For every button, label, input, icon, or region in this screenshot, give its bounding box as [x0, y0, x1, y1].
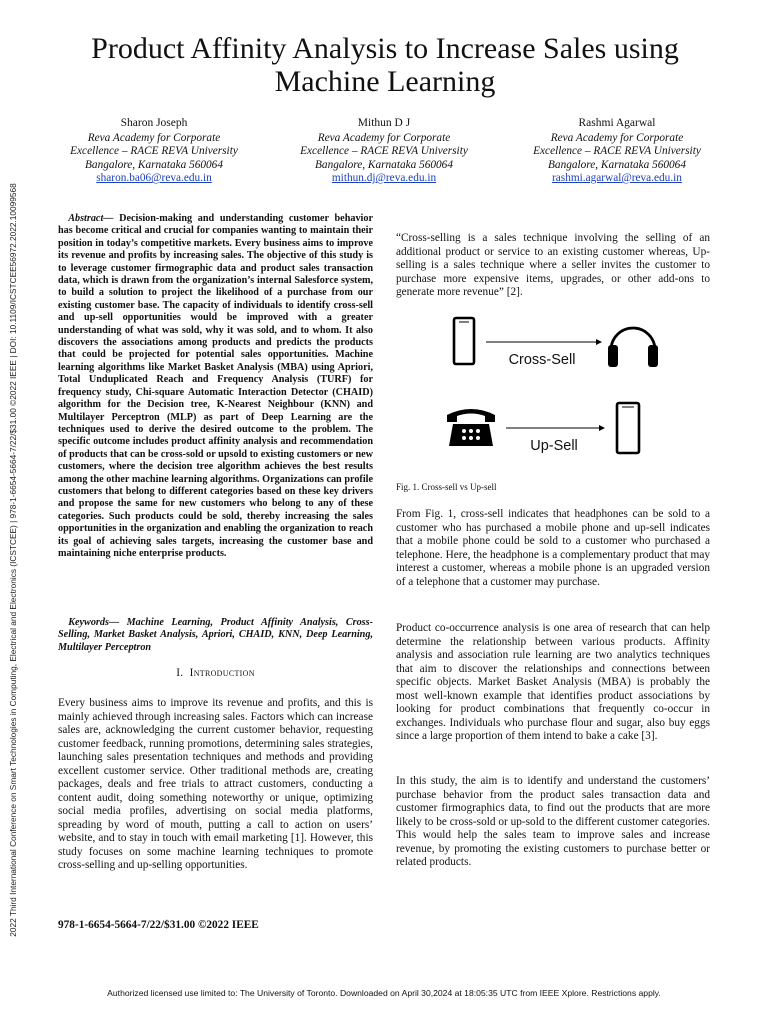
keywords-text: Keywords— Machine Learning, Product Affinity Analysis, Cross-Selling, Market Basket Analysis, Apriori, CHAID, KNN, Deep Learning, Multilayer Perceptron — [58, 617, 373, 653]
co-occurrence-text: Product co-occurrence analysis is one area of research that can help determine the relationship between various products. Affinity analysis and association rule learning are two analytics techniques that aim to discover the relationships and connections between specific objects. Market Basket Analysis (MBA) is probably the most well-known example that identifies product associations by looking for product combinations that frequently co-occur in exchanges. Individuals who purchase flour and sugar, also buy eggs since a large proportion of them intend to bake a cake [3]. — [396, 622, 710, 742]
author-email-link[interactable]: mithun.dj@reva.edu.in — [331, 172, 437, 184]
cross-upsell-figure — [414, 300, 704, 472]
conference-sidebar-text: 2022 Third International Conference on Smart Technologies in Computing, Electrical and Electronics (ICSTCEE) | 978-1-6654-5664-7/22/$31.00 ©2022 IEEE | DOI: 10.1109/ICSTCEE56972.2022.10099568 — [8, 183, 18, 937]
author-affiliation-line: Excellence – RACE REVA University — [533, 145, 701, 157]
telephone-icon — [447, 409, 495, 446]
author-block-1 — [34, 117, 274, 186]
author-affiliation-line: Bangalore, Karnataka 560064 — [85, 158, 223, 171]
author-affiliation-line: Excellence – RACE REVA University — [70, 145, 238, 157]
up-sell-arrowhead — [599, 425, 605, 431]
headphones-icon — [608, 328, 658, 367]
isbn-line: 978-1-6654-5664-7/22/$31.00 ©2022 IEEE — [58, 919, 259, 931]
definition-paragraph — [396, 232, 710, 300]
license-footer: Authorized licensed use limited to: The University of Toronto. Downloaded on April 30,2024 at 18:05:35 UTC from IEEE Xplore. Restrictions apply. — [107, 988, 661, 998]
figure-caption: Fig. 1. Cross-sell vs Up-sell — [396, 482, 497, 492]
author-affiliation-line: Reva Academy for Corporate — [317, 131, 451, 144]
author-email-link[interactable]: rashmi.agarwal@reva.edu.in — [552, 172, 682, 184]
mobile-phone-icon — [454, 318, 474, 364]
definition-text: “Cross-selling is a sales technique involving the selling of an additional product or service to an existing customer whereas, Up-selling is a sales technique where a seller invites the customer to purchase more expensive items, upgrades, or other add-ons to generate more revenue” [2]. — [396, 232, 710, 298]
study-aim-paragraph — [396, 775, 710, 870]
figure-svg — [414, 300, 704, 472]
cross-sell-label: Cross-Sell — [508, 352, 576, 368]
author-affiliation-line: Reva Academy for Corporate — [87, 131, 221, 144]
cross-sell-arrowhead — [596, 339, 602, 345]
author-name: Sharon Joseph — [120, 117, 188, 129]
intro-paragraph — [58, 697, 373, 873]
study-aim-text: In this study, the aim is to identify and understand the customers’ purchase behavior from the product sales transaction data and customer firmographics data, to find out the products that are more likely to be cross-sold or up-sold to the different customer categories. This would help the sales team to improve sales and increase revenue, by promoting the existing customers to purchase better or related products. — [396, 775, 710, 868]
co-occurrence-paragraph — [396, 622, 710, 744]
intro-text: Every business aims to improve its revenue and profits, and this is mainly achieved through increasing sales. Factors which can increase sales are, acknowledging the current customer behavior, requesting customer feedback, running promotions, determining sales strategies, launching sales presentation techniques and methods and providing excellent customer service. Other traditional methods are, creating packages, deals and free trials to attract customers, conducting a content audit, doing something noteworthy or unique, optimizing social media profiles, advertising on social media platforms, spreading by word of mouth, putting a call to action on users’ website, and to stay in touch with email marketing [1]. However, this study focuses on some machine learning techniques to promote cross-selling and up-selling opportunities. — [58, 697, 373, 871]
author-name: Rashmi Agarwal — [578, 117, 656, 129]
up-sell-label: Up-Sell — [530, 438, 578, 454]
author-email-link[interactable]: sharon.ba06@reva.edu.in — [96, 172, 212, 184]
conference-sidebar — [6, 160, 20, 960]
author-name: Mithun D J — [357, 117, 411, 129]
section-heading — [58, 667, 373, 679]
figure-explanation-text: From Fig. 1, cross-sell indicates that headphones can be sold to a customer who has purchased a mobile phone and up-sell indicates that a mobile phone could be sold to a customer who purchased a telephone. Here, the headphone is a complementary product that may interest a customer, whereas a mobile phone is an upgraded version of a telephone that a customer may purchase. — [396, 508, 710, 588]
abstract — [58, 213, 373, 560]
abstract-label: Abstract— — [68, 213, 114, 224]
author-affiliation-line: Excellence – RACE REVA University — [300, 145, 468, 157]
author-block-2 — [264, 117, 504, 186]
author-block-3 — [497, 117, 737, 186]
figure-explanation-paragraph — [396, 508, 710, 589]
author-affiliation-line: Bangalore, Karnataka 560064 — [548, 158, 686, 171]
upgraded-mobile-phone-icon — [617, 403, 639, 453]
keywords — [58, 617, 373, 654]
section-number: I. — [176, 667, 184, 679]
author-affiliation-line: Reva Academy for Corporate — [550, 131, 684, 144]
author-affiliation-line: Bangalore, Karnataka 560064 — [315, 158, 453, 171]
paper-title: Product Affinity Analysis to Increase Sales using Machine Learning — [91, 32, 679, 98]
abstract-text: Decision-making and understanding customer behavior has become critical and crucial for companies wanting to maintain their position in today’s competitive markets. Every business aims to improve its revenue and profits by increasing sales. The objective of this study is to leverage customer firmographic data and product sales transaction data, which is drawn from the organization’s internal Salesforce system, to build a solution to project the likelihood of a purchase from our existing customer base. The capacity of individuals to identify cross-sell and up-sell opportunities would be improved with a greater understanding of what was sold, why it was sold, and to whom. It also discovers the associations among products and predicts the products that could be projected for potential sales opportunities. Machine learning algorithms like Market Basket Analysis (MBA) using Apriori, Total Unduplicated Reach and Frequency Analysis (TURF) for frequency study, Chi-square Automatic Interaction Detector (CHAID) algorithm for the Decision tree, K-Nearest Neighbour (KNN) and Multilayer Perceptron (MLP) as part of Deep Learning are the techniques used to derive the desired outcome to the problem. The specific outcome includes product affinity analysis and recommendation of products that can be cross-sold or upsold to existing customers or new customers, where the decision tree algorithm achieves the best results among the other machine learning algorithms. Organizations can profile customers that belong to different categories based on these key drivers and propose the same for new customers who belong to any of these categories. Such products could be sold, thereby increasing the sales opportunities in the organization and enabling the organization to reach its goal of achieving sales targets, increasing the customer base and maintaining niche enterprise products. — [58, 213, 373, 559]
section-title: Introduction — [189, 667, 255, 679]
